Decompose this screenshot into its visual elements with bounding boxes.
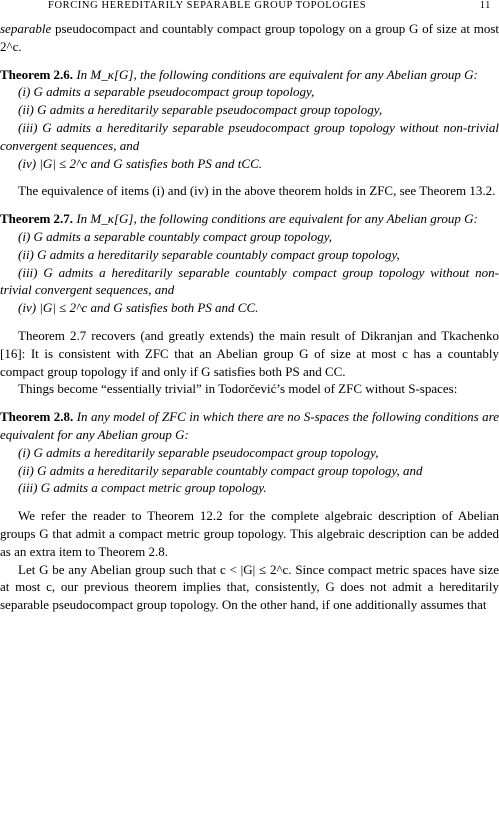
- theorem-2-8-item-ii: (ii) G admits a hereditarily separable countably compact group topology, and: [18, 462, 423, 478]
- theorem-2-6-statement: Theorem 2.6. In M_κ[G], the following conditions are equivalent for any Abelian group G:: [0, 66, 478, 82]
- paragraph-dikranjan: Theorem 2.7 recovers (and greatly extends) the main result of Dikranjan and Tkachenko [16]: It is consistent with ZFC that an Abelian group G of size at most c has a countably compact group topology if and only if G satisfies both PS and CC.: [0, 327, 499, 379]
- theorem-2-7-statement: Theorem 2.7. In M_κ[G], the following conditions are equivalent for any Abelian group G:: [0, 211, 478, 227]
- paragraph-todorcevic: Things become “essentially trivial” in Todorčević’s model of ZFC without S-spaces:: [18, 381, 458, 397]
- theorem-2-8-item-i: (i) G admits a hereditarily separable pseudocompact group topology,: [18, 444, 379, 460]
- theorem-2-6-item-iii: (iii) G admits a hereditarily separable pseudocompact group topology without non-trivial convergent sequences, and: [0, 119, 499, 153]
- theorem-2-6-item-i: (i) G admits a separable pseudocompact group topology,: [18, 84, 315, 100]
- theorem-2-7-item-iii: (iii) G admits a hereditarily separable countably compact group topology without non-trivial convergent sequences, and: [0, 264, 499, 298]
- page-number: 11: [479, 0, 491, 11]
- theorem-2-8-item-iii: (iii) G admits a compact metric group topology.: [18, 480, 267, 496]
- page-body: [0, 20, 499, 614]
- paragraph-let-g: Let G be any Abelian group such that c < |G| ≤ 2^c. Since compact metric spaces have size at most c, our previous theorem implies that, consistently, G does not admit a hereditarily separable pseudocompact group topology. On the other hand, if one additionally assumes that: [0, 561, 499, 613]
- running-header: [0, 0, 499, 14]
- theorem-2-6-item-ii: (ii) G admits a hereditarily separable pseudocompact group topology,: [18, 102, 383, 118]
- theorem-2-7-item-i: (i) G admits a separable countably compact group topology,: [18, 228, 333, 244]
- paragraph-equivalence: The equivalence of items (i) and (iv) in the above theorem holds in ZFC, see Theorem 13.2.: [18, 183, 496, 199]
- running-title: FORCING HEREDITARILY SEPARABLE GROUP TOPOLOGIES: [48, 0, 367, 11]
- intro-paragraph: separable pseudocompact and countably compact group topology on a group G of size at most 2^c.: [0, 21, 499, 54]
- theorem-2-6-item-iv: (iv) |G| ≤ 2^c and G satisfies both PS and tCC.: [18, 155, 263, 171]
- theorem-2-7-item-ii: (ii) G admits a hereditarily separable countably compact group topology,: [18, 246, 400, 262]
- paragraph-reference: We refer the reader to Theorem 12.2 for the complete algebraic description of Abelian groups G that admit a compact metric group topology. This algebraic description can be added as an extra item to Theorem 2.8.: [0, 508, 499, 559]
- theorem-2-7-item-iv: (iv) |G| ≤ 2^c and G satisfies both PS and CC.: [18, 300, 259, 316]
- theorem-2-8-statement: Theorem 2.8. In any model of ZFC in which there are no S-spaces the following conditions are equivalent for any Abelian group G:: [0, 409, 499, 442]
